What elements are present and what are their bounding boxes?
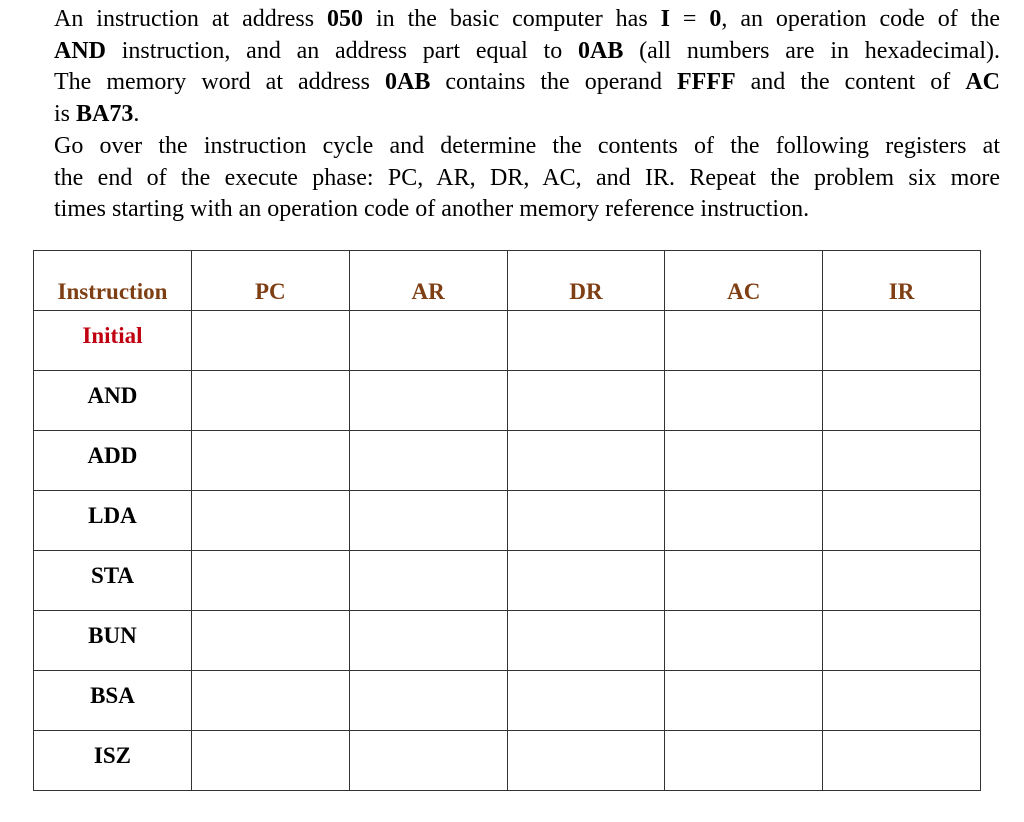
row-label-add: ADD <box>34 431 192 491</box>
cell <box>191 551 349 611</box>
cell <box>507 671 665 731</box>
header-ac: AC <box>665 251 823 311</box>
header-ir: IR <box>823 251 981 311</box>
cell <box>665 491 823 551</box>
cell <box>823 671 981 731</box>
table-row <box>34 611 981 671</box>
cell <box>665 611 823 671</box>
question-paragraph-2 <box>54 131 1000 226</box>
cell <box>823 611 981 671</box>
cell <box>191 611 349 671</box>
cell <box>191 731 349 791</box>
table-row <box>34 671 981 731</box>
cell <box>507 491 665 551</box>
cell <box>507 551 665 611</box>
question-line: is BA73. <box>54 100 140 127</box>
row-label-sta: STA <box>34 551 192 611</box>
cell <box>665 311 823 371</box>
row-label-lda: LDA <box>34 491 192 551</box>
question-line: Go over the instruction cycle and determine the contents of the following registers at <box>54 133 1000 159</box>
cell <box>665 551 823 611</box>
header-instruction: Instruction <box>34 251 192 311</box>
cell <box>191 311 349 371</box>
header-pc: PC <box>191 251 349 311</box>
table-row <box>34 491 981 551</box>
cell <box>665 671 823 731</box>
table-header-row <box>34 251 981 311</box>
cell <box>823 371 981 431</box>
cell <box>349 311 507 371</box>
table-row <box>34 311 981 371</box>
cell <box>349 551 507 611</box>
table-row <box>34 731 981 791</box>
cell <box>507 611 665 671</box>
table-row <box>34 371 981 431</box>
question-paragraph-1 <box>54 4 1000 130</box>
row-label-bun: BUN <box>34 611 192 671</box>
cell <box>507 431 665 491</box>
question-line: the end of the execute phase: PC, AR, DR, AC, and IR. Repeat the problem six more <box>54 164 1000 191</box>
row-label-initial: Initial <box>34 311 192 371</box>
question-line: The memory word at address 0AB contains the operand FFFF and the content of AC <box>54 69 1000 96</box>
cell <box>665 431 823 491</box>
cell <box>191 671 349 731</box>
cell <box>665 371 823 431</box>
cell <box>507 311 665 371</box>
header-ar: AR <box>349 251 507 311</box>
row-label-isz: ISZ <box>34 731 192 791</box>
cell <box>349 371 507 431</box>
question-line: times starting with an operation code of another memory reference instruction. <box>54 196 810 223</box>
cell <box>507 371 665 431</box>
row-label-bsa: BSA <box>34 671 192 731</box>
cell <box>349 731 507 791</box>
table-row <box>34 551 981 611</box>
cell <box>191 431 349 491</box>
cell <box>349 431 507 491</box>
cell <box>823 431 981 491</box>
cell <box>349 611 507 671</box>
header-dr: DR <box>507 251 665 311</box>
cell <box>191 371 349 431</box>
register-table <box>33 250 981 791</box>
row-label-and: AND <box>34 371 192 431</box>
cell <box>823 491 981 551</box>
table-row <box>34 431 981 491</box>
cell <box>507 731 665 791</box>
cell <box>349 671 507 731</box>
question-line: AND instruction, and an address part equal to 0AB (all numbers are in hexadecimal). <box>54 37 1001 64</box>
cell <box>349 491 507 551</box>
cell <box>823 551 981 611</box>
cell <box>823 731 981 791</box>
cell <box>823 311 981 371</box>
question-line: An instruction at address 050 in the basic computer has I = 0, an operation code of the <box>54 6 1000 32</box>
cell <box>191 491 349 551</box>
cell <box>665 731 823 791</box>
